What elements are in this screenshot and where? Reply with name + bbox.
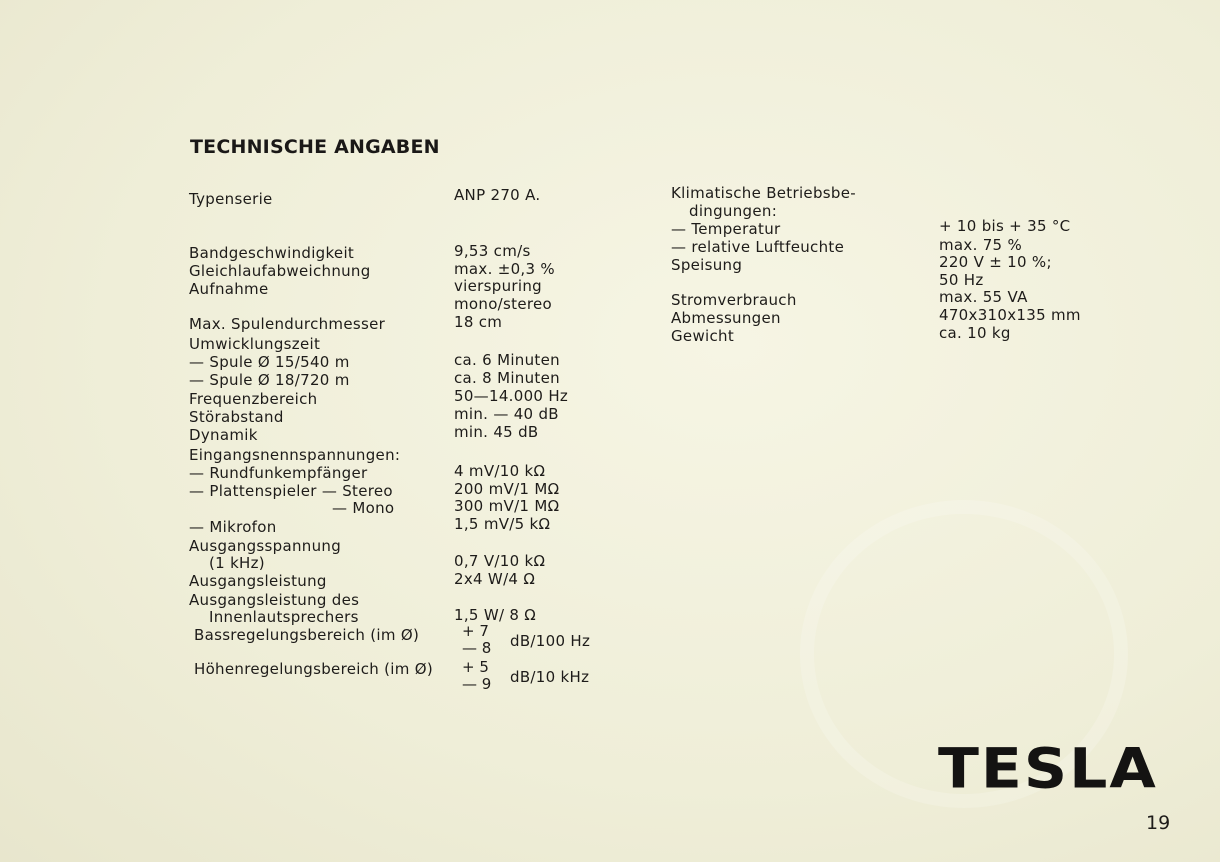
spec-value: 50—14.000 Hz bbox=[454, 387, 569, 405]
spec-label: — Temperatur bbox=[671, 220, 781, 238]
spec-value: vierspuring bbox=[454, 277, 542, 295]
plus-tolerance: + 5 bbox=[462, 658, 489, 676]
spec-value: max. ±0,3 % bbox=[454, 260, 555, 278]
spec-value: 220 V ± 10 %; bbox=[939, 253, 1052, 271]
spec-value: dB/100 Hz bbox=[510, 632, 591, 650]
spec-value: max. 55 VA bbox=[939, 288, 1028, 306]
spec-value: 2x4 W/4 Ω bbox=[454, 570, 536, 588]
spec-value: ca. 8 Minuten bbox=[454, 369, 560, 387]
spec-value: 18 cm bbox=[454, 313, 503, 331]
spec-label: Gewicht bbox=[671, 327, 735, 345]
spec-value: ca. 6 Minuten bbox=[454, 351, 560, 369]
spec-label: Innenlautsprechers bbox=[209, 608, 359, 626]
spec-value: 1,5 W/ 8 Ω bbox=[454, 606, 537, 624]
spec-value: min. 45 dB bbox=[454, 423, 539, 441]
spec-value: ANP 270 A. bbox=[454, 186, 541, 204]
spec-value: 470x310x135 mm bbox=[939, 306, 1081, 324]
spec-label: — Rundfunkempfänger bbox=[189, 464, 368, 482]
spec-label: Max. Spulendurchmesser bbox=[189, 315, 386, 333]
spec-value: 1,5 mV/5 kΩ bbox=[454, 515, 551, 533]
spec-label: — Mono bbox=[332, 499, 395, 517]
spec-label: — Spule Ø 15/540 m bbox=[189, 353, 350, 371]
spec-value: max. 75 % bbox=[939, 236, 1023, 254]
spec-label: Abmessungen bbox=[671, 309, 781, 327]
spec-label: Ausgangsleistung des bbox=[189, 591, 360, 609]
spec-label: Klimatische Betriebsbe- bbox=[671, 184, 856, 202]
spec-value: 300 mV/1 MΩ bbox=[454, 497, 560, 515]
spec-label: (1 kHz) bbox=[209, 554, 265, 572]
minus-tolerance: — 9 bbox=[462, 675, 492, 693]
spec-label: Frequenzbereich bbox=[189, 390, 318, 408]
spec-label: Eingangsnennspannungen: bbox=[189, 446, 401, 464]
page-title: TECHNISCHE ANGABEN bbox=[190, 136, 440, 158]
spec-label: Ausgangsspannung bbox=[189, 537, 342, 555]
page-number: 19 bbox=[1146, 812, 1171, 834]
spec-label: — Plattenspieler — Stereo bbox=[189, 482, 393, 500]
spec-value: ca. 10 kg bbox=[939, 324, 1011, 342]
spec-label: Störabstand bbox=[189, 408, 284, 426]
spec-label: Speisung bbox=[671, 256, 743, 274]
spec-label: Aufnahme bbox=[189, 280, 269, 298]
spec-label: Bassregelungsbereich (im Ø) bbox=[194, 626, 420, 644]
minus-tolerance: — 8 bbox=[462, 639, 492, 657]
spec-label: Umwicklungszeit bbox=[189, 335, 321, 353]
spec-label: — Mikrofon bbox=[189, 518, 277, 536]
spec-value: dB/10 kHz bbox=[510, 668, 590, 686]
spec-value: 200 mV/1 MΩ bbox=[454, 480, 560, 498]
spec-value: 4 mV/10 kΩ bbox=[454, 462, 546, 480]
spec-label: Ausgangsleistung bbox=[189, 572, 327, 590]
spec-label: Höhenregelungsbereich (im Ø) bbox=[194, 660, 433, 678]
spec-value: 9,53 cm/s bbox=[454, 242, 531, 260]
spec-value: min. — 40 dB bbox=[454, 405, 559, 423]
plus-tolerance: + 7 bbox=[462, 622, 489, 640]
tesla-logo: TESLA bbox=[938, 737, 1158, 802]
spec-value: 50 Hz bbox=[939, 271, 984, 289]
spec-value: mono/stereo bbox=[454, 295, 552, 313]
spec-label: Bandgeschwindigkeit bbox=[189, 244, 355, 262]
spec-label: — Spule Ø 18/720 m bbox=[189, 371, 350, 389]
spec-label: Dynamik bbox=[189, 426, 258, 444]
spec-label: — relative Luftfeuchte bbox=[671, 238, 845, 256]
spec-value: + 10 bis + 35 °C bbox=[939, 217, 1071, 235]
spec-label: dingungen: bbox=[689, 202, 778, 220]
spec-label: Typenserie bbox=[189, 190, 273, 208]
spec-label: Stromverbrauch bbox=[671, 291, 797, 309]
spec-label: Gleichlaufabweichnung bbox=[189, 262, 371, 280]
spec-value: 0,7 V/10 kΩ bbox=[454, 552, 546, 570]
